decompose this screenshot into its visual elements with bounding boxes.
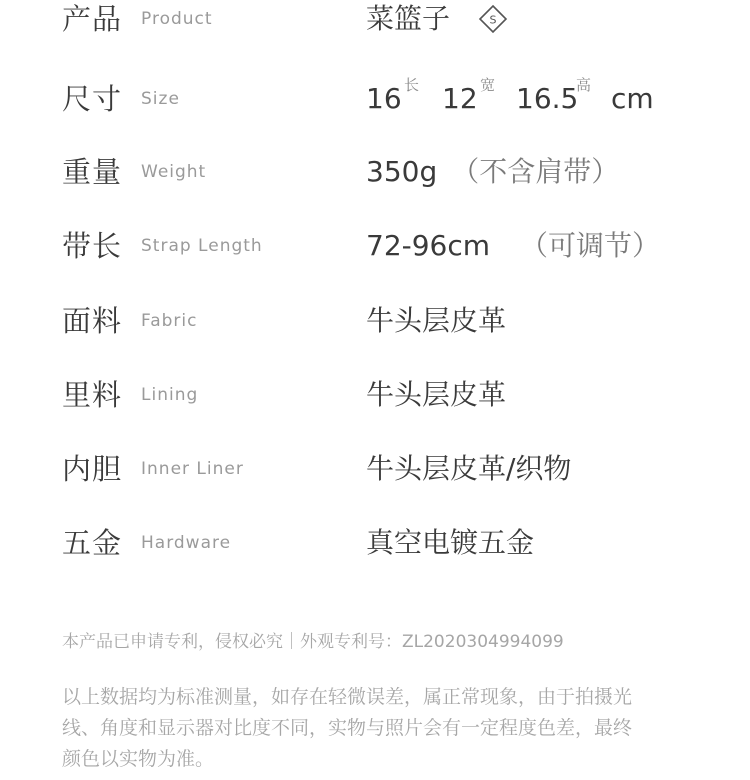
- size-height: 16.5: [516, 82, 579, 115]
- size-height-label: 高: [576, 76, 592, 94]
- spec-row-lining: [0, 370, 750, 420]
- spec-value: [366, 221, 660, 271]
- spec-row-weight: [0, 147, 750, 197]
- spec-label-cn: 尺寸: [62, 82, 123, 116]
- size-width: 12: [442, 82, 478, 115]
- spec-label-cn: 里料: [62, 378, 123, 412]
- spec-label-en: Hardware: [141, 533, 232, 553]
- size-width-label: 宽: [480, 76, 496, 94]
- weight-value: 350g: [366, 155, 438, 188]
- spec-value: 真空电镀五金: [366, 526, 535, 559]
- weight-note: （不含肩带）: [451, 155, 620, 188]
- spec-label-cn: 重量: [62, 155, 123, 189]
- size-length: 16: [366, 82, 402, 115]
- spec-label-cn: 五金: [62, 526, 123, 560]
- spec-value: [366, 147, 619, 197]
- s-diamond-icon: [478, 4, 508, 34]
- spec-row-size: [0, 74, 750, 124]
- strap-value: 72-96cm: [366, 229, 491, 262]
- size-length-label: 长: [404, 76, 420, 94]
- disclaimer-line: 颜色以实物为准。: [62, 748, 215, 770]
- disclaimer-line: 线、角度和显示器对比度不同，实物与照片会有一定程度色差，最终: [62, 717, 633, 739]
- spec-row-product: [0, 0, 750, 44]
- spec-label-en: Inner Liner: [141, 459, 244, 479]
- strap-note: （可调节）: [520, 229, 661, 262]
- spec-label-en: Lining: [141, 385, 199, 405]
- spec-row-inner-liner: [0, 444, 750, 494]
- spec-label-en: Strap Length: [141, 236, 263, 256]
- spec-value: 牛头层皮革/织物: [366, 452, 572, 485]
- spec-label-cn: 面料: [62, 304, 123, 338]
- spec-row-fabric: [0, 296, 750, 346]
- spec-value: 牛头层皮革: [366, 378, 507, 411]
- spec-label-cn: 带长: [62, 229, 123, 263]
- spec-label-en: Product: [141, 9, 213, 29]
- spec-label-cn: 产品: [62, 2, 123, 36]
- spec-value: 菜篮子: [366, 2, 451, 35]
- spec-label-en: Fabric: [141, 311, 198, 331]
- spec-label-en: Size: [141, 89, 180, 109]
- disclaimer-notice: [62, 682, 702, 775]
- spec-row-strap: [0, 221, 750, 271]
- spec-row-hardware: [0, 518, 750, 568]
- disclaimer-line: 以上数据均为标准测量，如存在轻微误差，属正常现象，由于拍摄光: [62, 686, 633, 708]
- patent-notice: 本产品已申请专利，侵权必究｜外观专利号：ZL2020304994099: [62, 632, 564, 652]
- size-unit: cm: [611, 82, 654, 115]
- spec-label-cn: 内胆: [62, 452, 123, 486]
- badge-letter: S: [489, 13, 497, 27]
- spec-value: 牛头层皮革: [366, 304, 507, 337]
- spec-label-en: Weight: [141, 162, 207, 182]
